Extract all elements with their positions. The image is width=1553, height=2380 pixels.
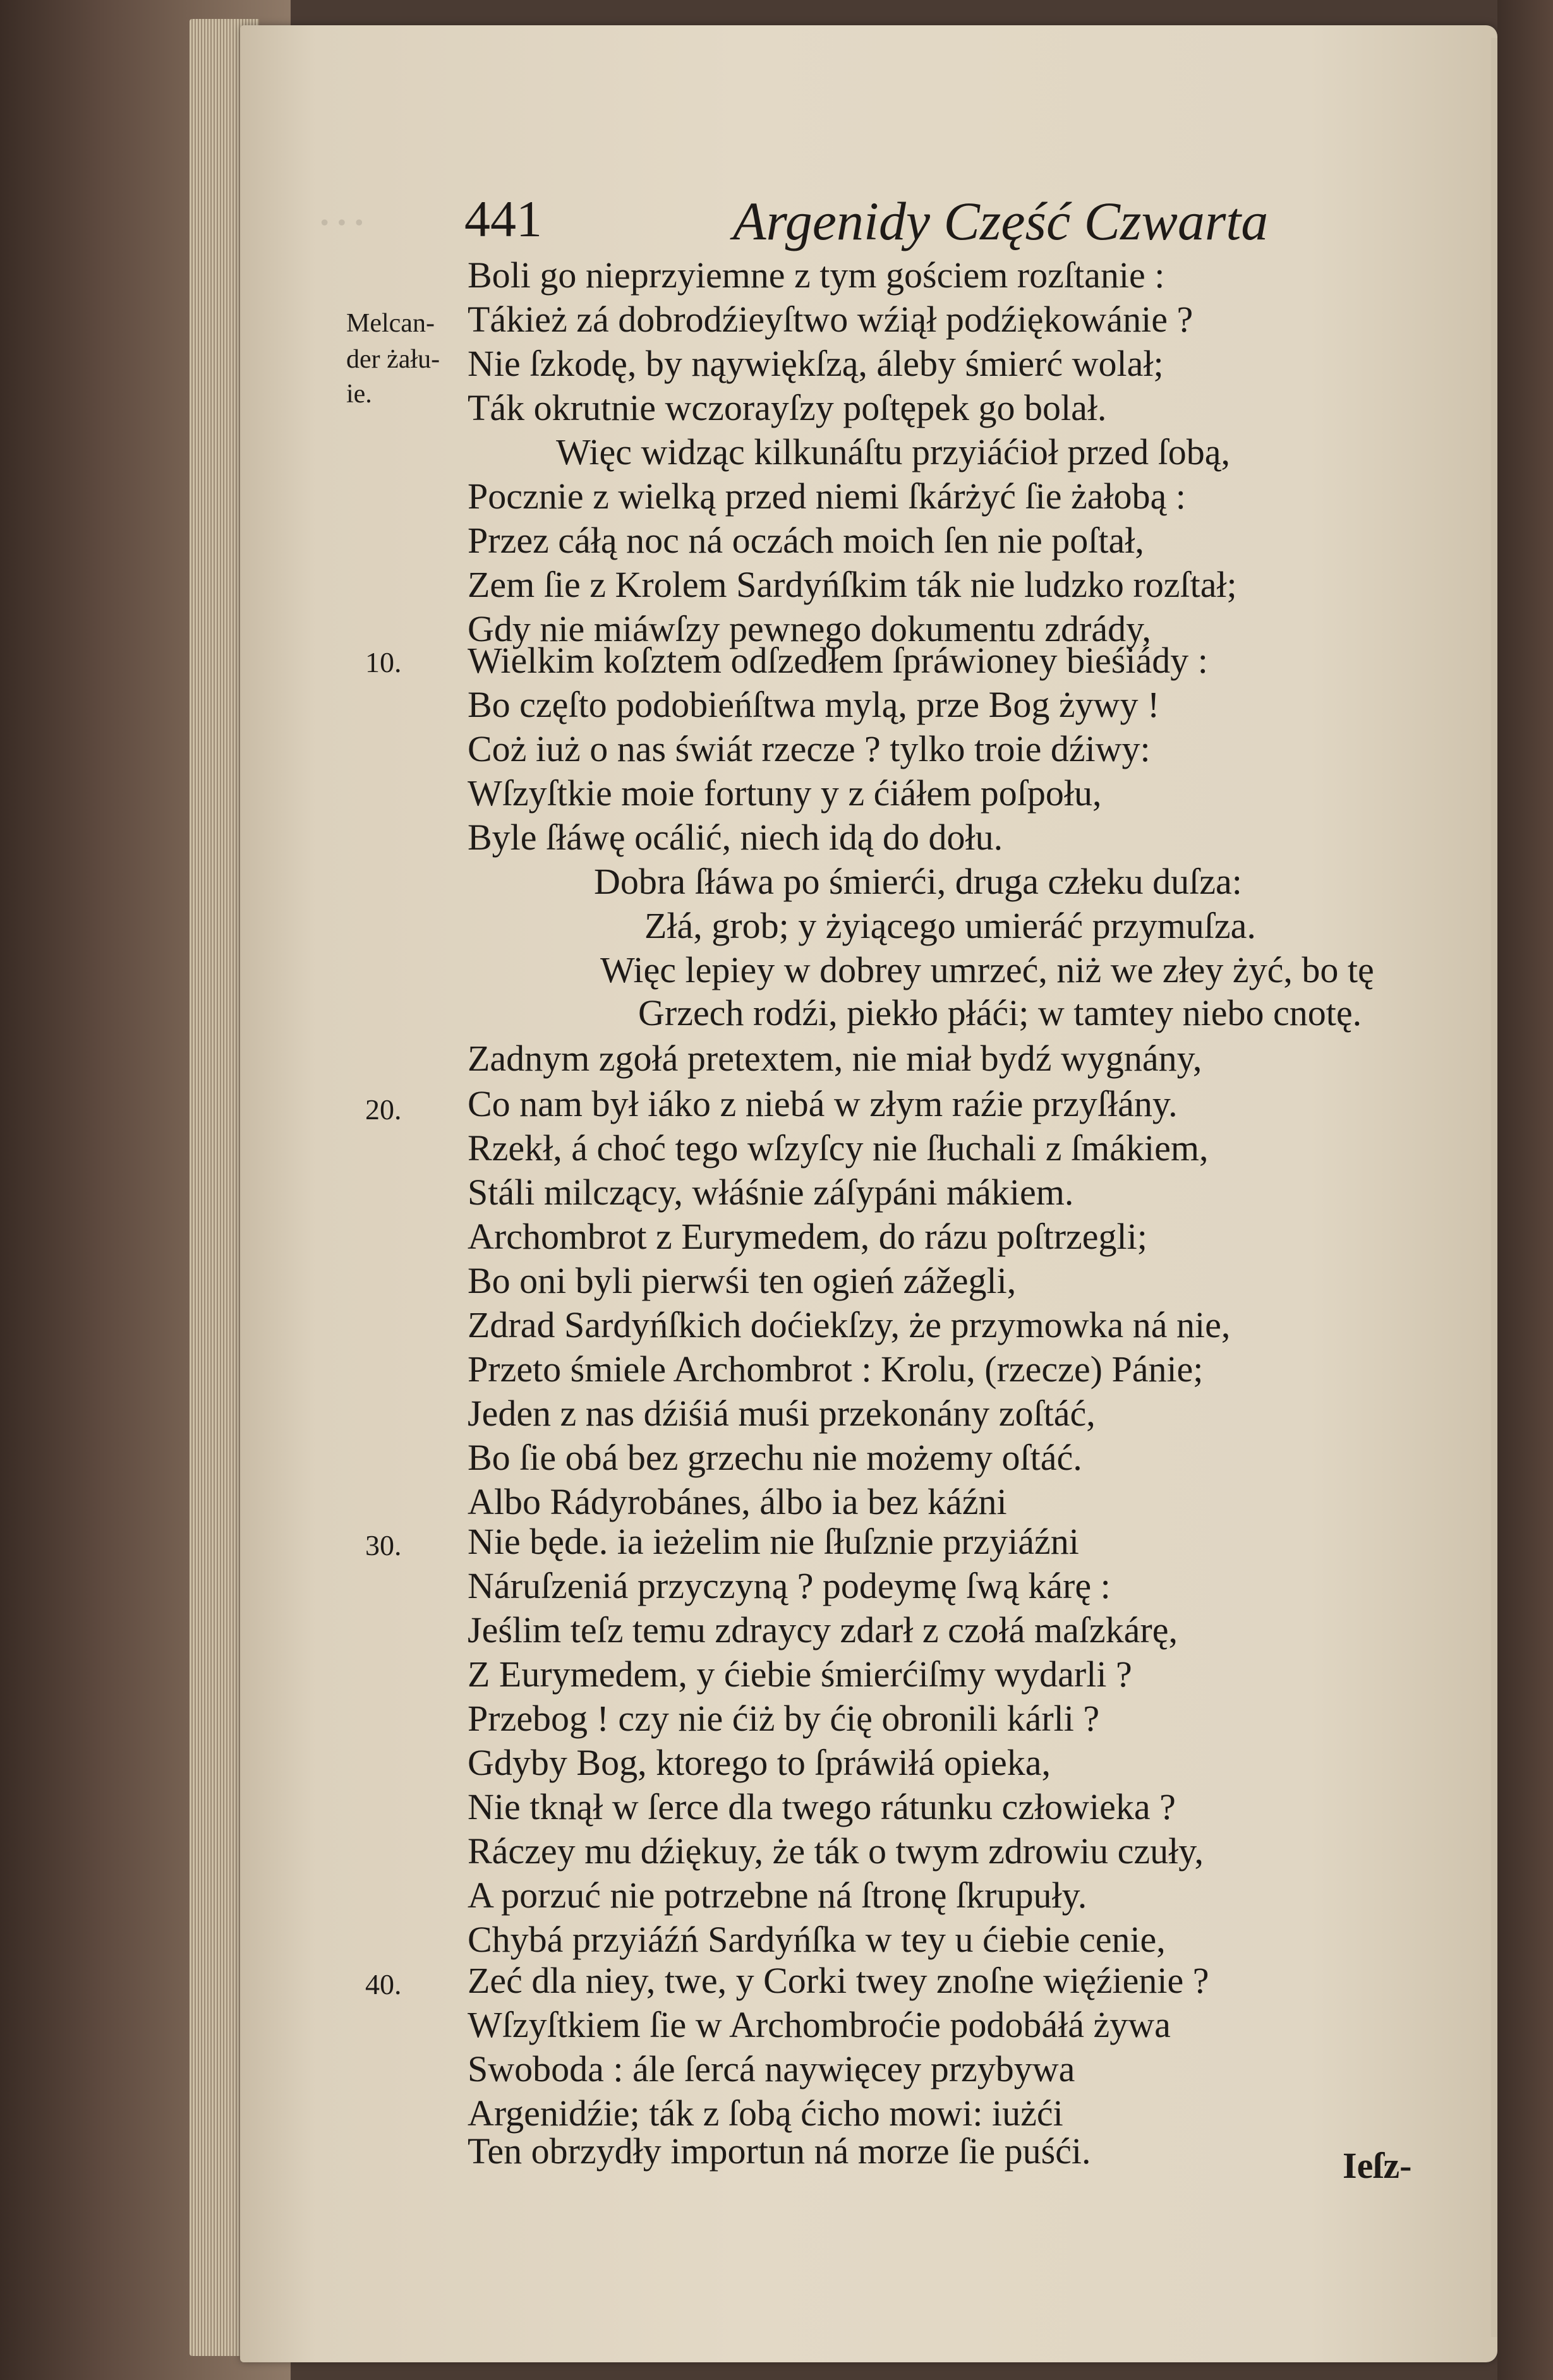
verse-line: Rzekł, á choć tego wſzyſcy nie ſłuchali z ſmákiem,	[468, 1127, 1209, 1169]
verse-line: Przeto śmiele Archombrot : Krolu, (rzecze) Pánie;	[468, 1349, 1204, 1390]
verse-line: Przez cáłą noc ná oczách moich ſen nie poſtał,	[468, 520, 1144, 561]
verse-line: Grzech rodźi, piekło płáći; w tamtey niebo cnotę.	[638, 992, 1362, 1033]
verse-line: Zdrad Sardyńſkich doćiekſzy, że przymowka ná nie,	[468, 1304, 1231, 1345]
verse-line: Zadnym zgołá pretextem, nie miał bydź wygnány,	[468, 1038, 1202, 1079]
line-number: 30.	[365, 1529, 402, 1561]
verse-line: Zeć dla niey, twe, y Corki twey znoſne więźienie ?	[468, 1960, 1209, 2001]
verse-line: Więc lepiey w dobrey umrzeć, niż we złey żyć, bo tę	[600, 949, 1374, 990]
verse-line: Złá, grob; y żyiącego umieráć przymuſza.	[644, 905, 1256, 946]
verse-line: Co nam był iáko z niebá w złym raźie przyſłány.	[468, 1083, 1178, 1124]
verse-line: Chybá przyiáźń Sardyńſka w tey u ćiebie cenie,	[468, 1919, 1166, 1960]
margin-note: ie.	[346, 380, 372, 409]
verse-line: Bo oni byli pierwśi ten ogień zážegli,	[468, 1260, 1017, 1301]
verse-line: Boli go nieprzyiemne z tym gościem rozſtanie :	[468, 255, 1165, 296]
verse-line: Albo Rádyrobánes, álbo ia bez káźni	[468, 1481, 1007, 1522]
verse-line: Bo częſto podobieńſtwa mylą, prze Bog żywy !	[468, 684, 1160, 725]
page-number: 441	[464, 190, 542, 248]
verse-line: Jeden z nas dźiśiá muśi przekonány zoſtáć,	[468, 1393, 1096, 1434]
verse-line: Ráczey mu dźiękuy, że ták o twym zdrowiu czuły,	[468, 1830, 1204, 1872]
verse-line: Coż iuż o nas świát rzecze ? tylko troie dźiwy:	[468, 728, 1151, 769]
verse-line: Nie tknął w ſerce dla twego rátunku człowieka ?	[468, 1786, 1176, 1827]
verse-line: Dobra ſłáwa po śmierći, druga człeku duſza:	[594, 861, 1242, 902]
bleed-through-number: ···	[316, 193, 368, 251]
verse-line: Ták okrutnie wczorayſzy poſtępek go bolał.	[468, 387, 1107, 428]
margin-note: der żału-	[346, 345, 440, 374]
background-right	[1497, 0, 1553, 2380]
verse-line: Pocznie z wielką przed niemi ſkárżyć ſie żałobą :	[468, 476, 1186, 517]
catchword: Ieſz-	[1343, 2145, 1412, 2186]
verse-line: Byle ſłáwę ocálić, niech idą do dołu.	[468, 817, 1003, 858]
verse-line: Stáli milczący, włáśnie záſypáni mákiem.	[468, 1172, 1074, 1213]
verse-line: Archombrot z Eurymedem, do rázu poſtrzegli;	[468, 1216, 1147, 1257]
verse-line: Wielkim koſztem odſzedłem ſpráwioney bieśiády :	[468, 640, 1208, 681]
verse-line: Zem ſie z Krolem Sardyńſkim ták nie ludzko rozſtał;	[468, 564, 1237, 605]
verse-line: Nie będe. ia ieżelim nie ſłuſznie przyiáźni	[468, 1521, 1079, 1562]
line-number: 10.	[365, 646, 402, 678]
verse-line: Wſzyſtkie moie fortuny y z ćiáłem poſpołu,	[468, 772, 1102, 814]
line-number: 40.	[365, 1968, 402, 2000]
verse-line: Przebog ! czy nie ćiż by ćię obronili kárli ?	[468, 1698, 1100, 1739]
verse-line: Gdyby Bog, ktorego to ſpráwiłá opieka,	[468, 1742, 1051, 1783]
verse-line: Wſzyſtkiem ſie w Archombroćie podobáłá żywa	[468, 2004, 1171, 2045]
running-title: Argenidy Część Czwarta	[733, 191, 1269, 251]
verse-line: Argenidźie; ták z ſobą ćicho mowi: iużći	[468, 2093, 1063, 2134]
verse-line: Nie ſzkodę, by nąywiękſzą, áleby śmierć wolał;	[468, 343, 1164, 384]
verse-line: Swoboda : ále ſercá naywięcey przybywa	[468, 2048, 1075, 2089]
verse-line: Z Eurymedem, y ćiebie śmierćiſmy wydarli ?	[468, 1654, 1132, 1695]
verse-line: Ten obrzydły importun ná morze ſie puśći.	[468, 2131, 1091, 2172]
verse-line: Gdy nie miáwſzy pewnego dokumentu zdrády,	[468, 608, 1151, 649]
verse-line: Więc widząc kilkunáſtu przyiáćioł przed ſobą,	[556, 431, 1230, 472]
verse-line: A porzuć nie potrzebne ná ſtronę ſkrupuły.	[468, 1875, 1087, 1916]
verse-line: Jeślim teſz temu zdraycy zdarł z czołá maſzkárę,	[468, 1609, 1178, 1650]
margin-note: Melcan-	[346, 309, 435, 338]
line-number: 20.	[365, 1093, 402, 1126]
verse-line: Náruſzeniá przyczyną ? podeymę ſwą kárę :	[468, 1565, 1111, 1606]
verse-line: Bo ſie obá bez grzechu nie możemy oſtáć.	[468, 1437, 1082, 1478]
verse-line: Tákież zá dobrodźieyſtwo wźiął podźiękowánie ?	[468, 299, 1193, 340]
